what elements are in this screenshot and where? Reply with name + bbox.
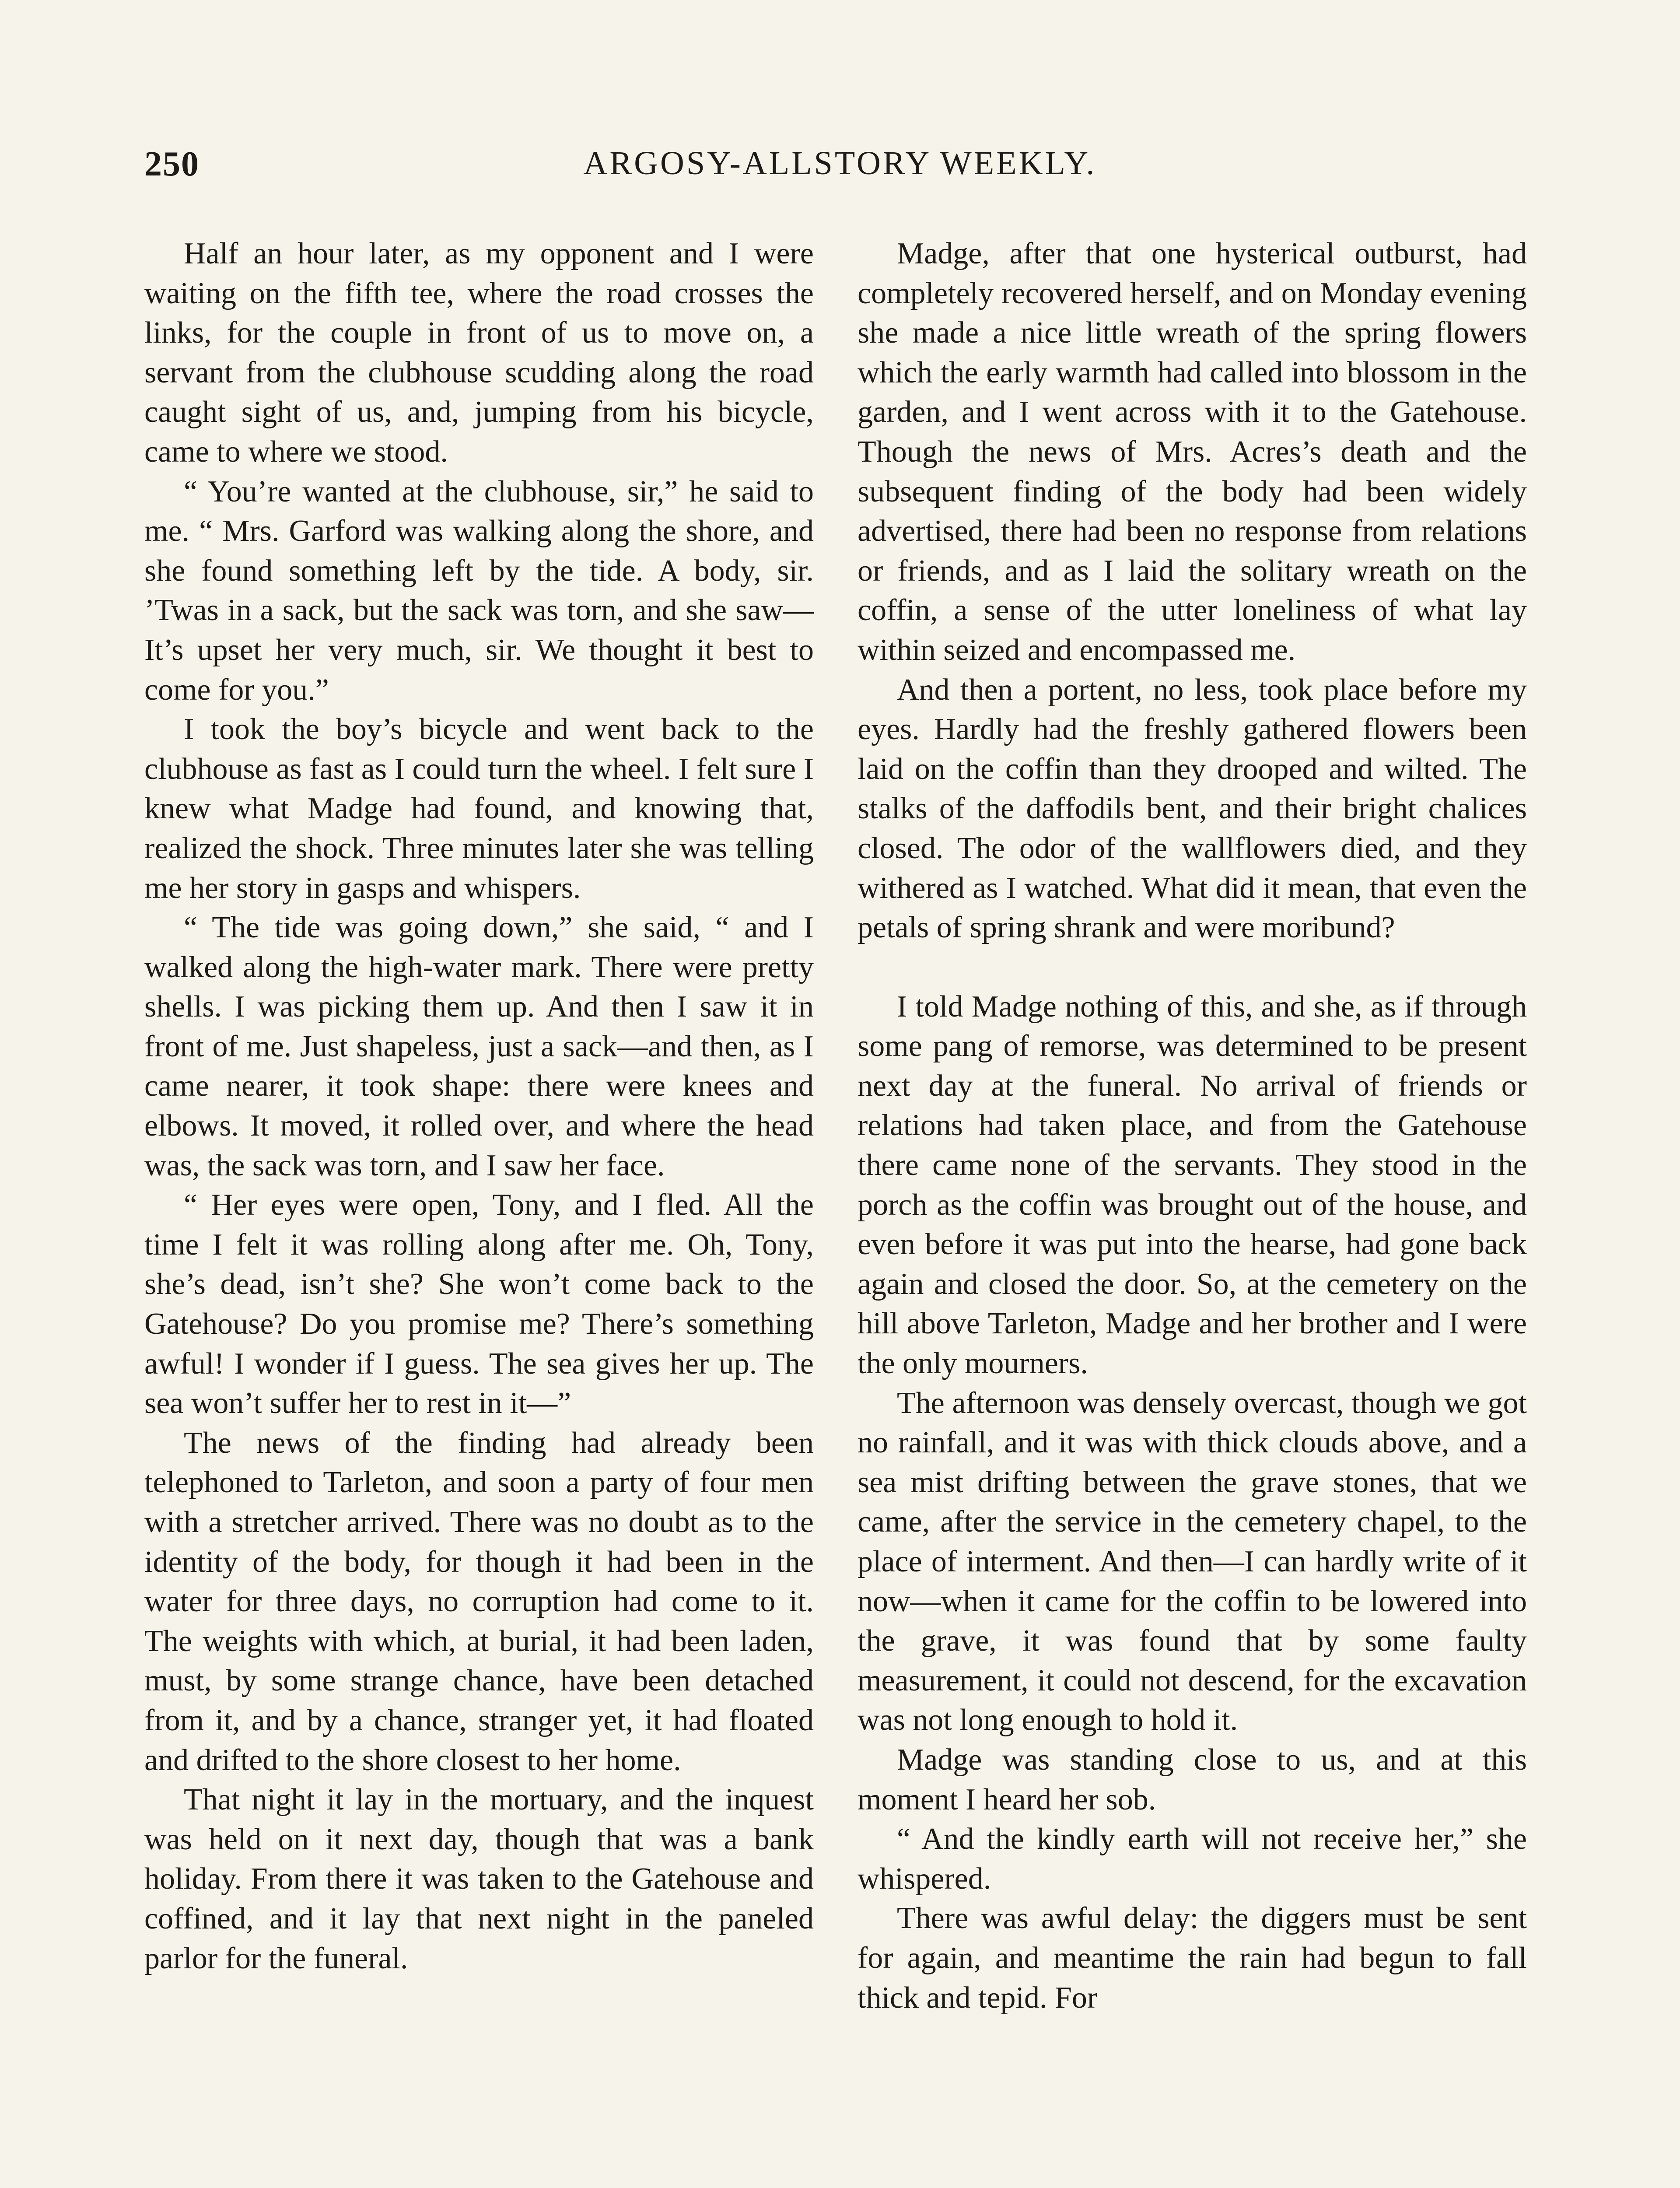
paragraph: Madge, after that one hysterical outburst, had completely recovered herself, and on Monday evening she made a nice little wreath of the spring flowers which the early warmth had called into blossom in the garden, and I went across with it to the Gatehouse. Though the news of Mrs. Acres’s death and the subsequent finding of the body had been widely advertised, there had been no response from relations or friends, and as I laid the solitary wreath on the coffin, a sense of the utter loneliness of what lay within seized and encompassed me. — [858, 237, 1527, 667]
running-title: ARGOSY-ALLSTORY WEEKLY. — [583, 145, 1097, 182]
paragraph: “ And the kindly earth will not receive her,” she whispered. — [858, 1822, 1527, 1896]
paragraph: Half an hour later, as my opponent and I were waiting on the fifth tee, where the road crosses the links, for the couple in front of us to move on, a servant from the clubhouse scudding along the road caught sight of us, and, jumping from his bicycle, came to where we stood. — [144, 237, 814, 469]
page-header — [144, 144, 1536, 201]
paragraph: I took the boy’s bicycle and went back to the clubhouse as fast as I could turn the wheel. I felt sure I knew what Madge had found, and knowing that, realized the shock. Three minutes later she was telling me her story in gasps and whispers. — [144, 712, 814, 905]
paragraph: There was awful delay: the diggers must be sent for again, and meantime the rain had begun to fall thick and tepid. For — [858, 1901, 1527, 2015]
paragraph: The news of the finding had already been telephoned to Tarleton, and soon a party of four men with a stretcher arrived. There was no doubt as to the identity of the body, for though it had been in the water for three days, no corruption had come to it. The weights with which, at burial, it had been laden, must, by some strange chance, have been detached from it, and by a chance, stranger yet, it had floated and drifted to the shore closest to her home. — [144, 1426, 814, 1777]
paragraph: And then a portent, no less, took place before my eyes. Hardly had the freshly gathered flowers been laid on the coffin than they drooped and wilted. The stalks of the daffodils bent, and their bright chalices closed. The odor of the wallflowers died, and they withered as I watched. What did it mean, that even the petals of spring shrank and were moribund? — [858, 673, 1527, 945]
paragraph: “ Her eyes were open, Tony, and I fled. All the time I felt it was rolling along after me. Oh, Tony, she’s dead, isn’t she? She won’t come back to the Gatehouse? Do you promise me? There’s something awful! I wonder if I guess. The sea gives her up. The sea won’t suffer her to rest in it—” — [144, 1188, 814, 1420]
paragraph: The afternoon was densely overcast, though we got no rainfall, and it was with thick clouds above, and a sea mist drifting between the grave stones, that we came, after the service in the cemetery chapel, to the place of interment. And then—I can hardly write of it now—when it came for the coffin to be lowered into the grave, it was found that by some faulty measurement, it could not descend, for the excavation was not long enough to hold it. — [858, 1386, 1527, 1737]
paragraph: Madge was standing close to us, and at this moment I heard her sob. — [858, 1743, 1527, 1816]
paragraph: I told Madge nothing of this, and she, as if through some pang of remorse, was determined to be present next day at the funeral. No arrival of friends or relations had taken place, and from the Gatehouse there came none of the servants. They stood in the porch as the coffin was brought out of the house, and even before it was put into the hearse, had gone back again and closed the door. So, at the cemetery on the hill above Tarleton, Madge and her brother and I were the only mourners. — [858, 989, 1527, 1381]
right-column — [858, 234, 1527, 2018]
page-number: 250 — [144, 145, 200, 183]
paragraph: That night it lay in the mortuary, and the inquest was held on it next day, though that was a bank holiday. From there it was taken to the Gatehouse and coffined, and it lay that next night in the paneled parlor for the funeral. — [144, 1783, 814, 1975]
paragraph: “ The tide was going down,” she said, “ and I walked along the high-water mark. There were pretty shells. I was picking them up. And then I saw it in front of me. Just shapeless, just a sack—and then, as I came nearer, it took shape: there were knees and elbows. It moved, it rolled over, and where the head was, the sack was torn, and I saw her face. — [144, 911, 814, 1182]
paragraph: “ You’re wanted at the clubhouse, sir,” he said to me. “ Mrs. Garford was walking along the shore, and she found something left by the tide. A body, sir. ’Twas in a sack, but the sack was torn, and she saw— It’s upset her very much, sir. We thought it best to come for you.” — [144, 474, 814, 707]
left-column — [144, 234, 814, 1978]
